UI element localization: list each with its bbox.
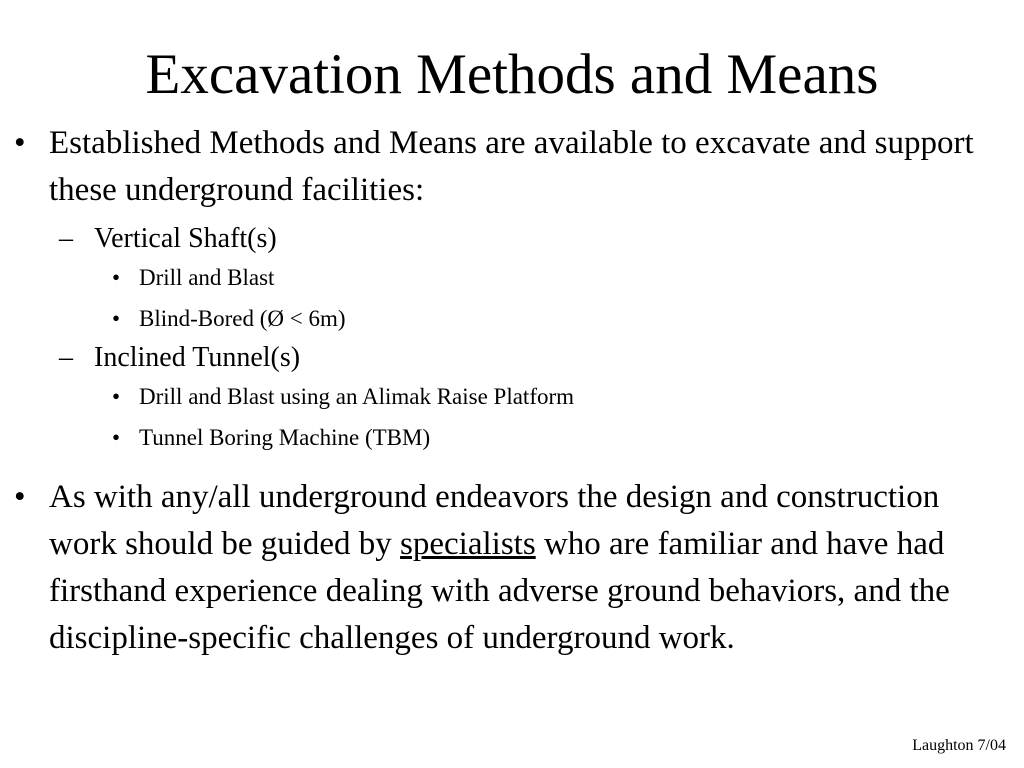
bullet-text-after: who are familiar and have had firsthand experience dealing with adverse ground behaviors, and the discipline-specific challenges of underground work. xyxy=(49,526,950,656)
slide-footer: Laughton 7/04 xyxy=(912,737,1006,754)
sub-sub-bullet-alimak xyxy=(0,381,1024,413)
sub-bullet-text: Vertical Shaft(s) xyxy=(94,223,277,254)
dash-icon: – xyxy=(59,223,73,254)
specialists-emphasis: specialists xyxy=(400,526,536,562)
dash-icon: – xyxy=(59,342,73,373)
bullet-icon: • xyxy=(14,125,26,161)
sub-sub-bullet-drill-and-blast xyxy=(0,262,1024,294)
bullet-icon: • xyxy=(14,479,26,515)
slide-title: Excavation Methods and Means xyxy=(145,43,879,106)
sub-sub-bullet-text: Tunnel Boring Machine (TBM) xyxy=(139,425,431,450)
bullet-text-before: As with any/all underground endeavors the design and construction work should be guided by xyxy=(49,479,940,562)
bullet-icon: • xyxy=(112,265,121,290)
bullet-icon: • xyxy=(112,306,121,331)
bullet-icon: • xyxy=(112,384,121,409)
bullet-icon: • xyxy=(112,425,121,450)
sub-bullet-text: Inclined Tunnel(s) xyxy=(94,342,301,373)
sub-bullet-inclined-tunnels xyxy=(0,338,1024,378)
sub-sub-bullet-text: Drill and Blast using an Alimak Raise Platform xyxy=(139,384,575,409)
sub-sub-bullet-blind-bored xyxy=(0,303,1024,335)
sub-bullet-vertical-shafts xyxy=(0,219,1024,259)
bullet-specialists xyxy=(0,474,1024,662)
sub-sub-bullet-tbm xyxy=(0,422,1024,454)
sub-sub-bullet-text: Drill and Blast xyxy=(139,265,275,290)
slide-content xyxy=(0,120,1024,662)
sub-sub-bullet-text: Blind-Bored (Ø < 6m) xyxy=(139,306,346,331)
bullet-text: Established Methods and Means are available to excavate and support these underground facilities: xyxy=(49,125,974,208)
bullet-established-methods xyxy=(0,120,1024,214)
